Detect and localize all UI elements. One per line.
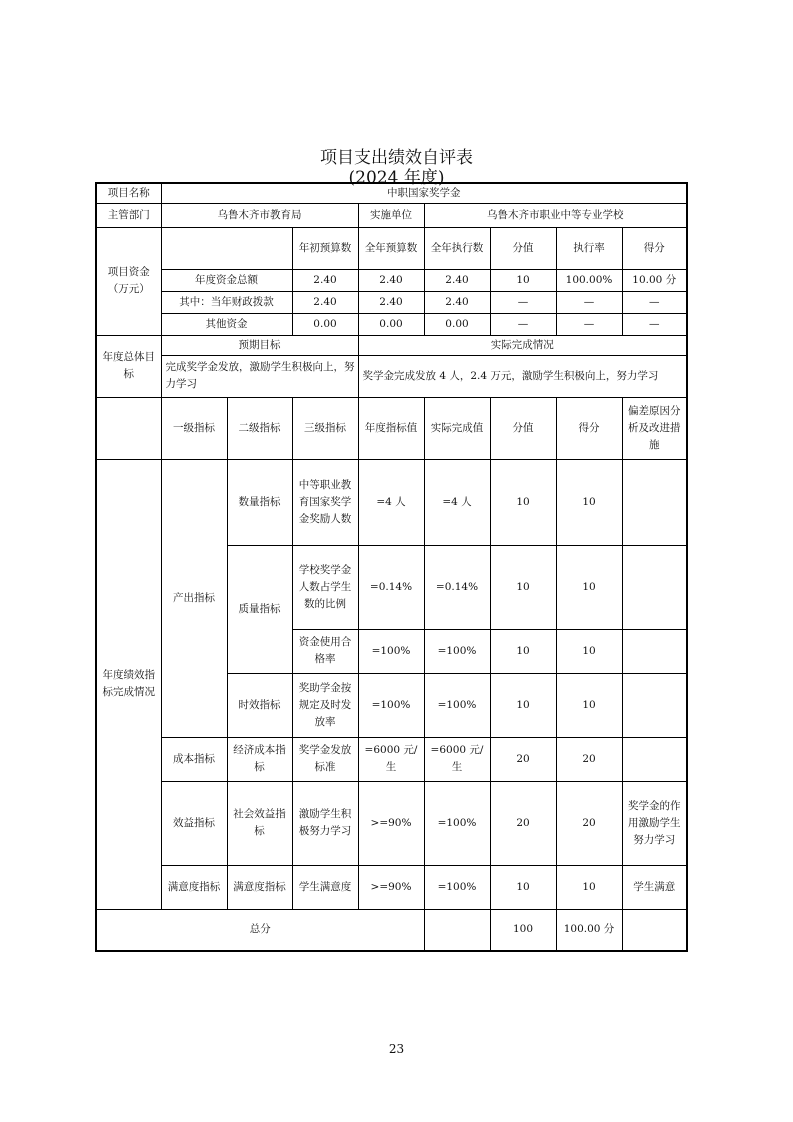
funds-cell: — <box>556 313 622 335</box>
indicator-header: 二级指标 <box>227 397 292 459</box>
project-row <box>96 183 687 203</box>
indicator-l2: 质量指标 <box>227 545 292 673</box>
funds-cell: 10.00 分 <box>622 269 687 291</box>
funds-row <box>96 313 687 335</box>
funds-row <box>96 269 687 291</box>
indicator-target: =100% <box>358 673 424 737</box>
indicator-target: =6000 元/生 <box>358 737 424 781</box>
indicator-header: 分值 <box>490 397 556 459</box>
total-score: 100.00 分 <box>556 909 622 951</box>
indicator-score: 10 <box>556 545 622 629</box>
project-label: 项目名称 <box>96 183 161 203</box>
indicator-note <box>622 629 687 673</box>
indicator-l2: 满意度指标 <box>227 865 292 909</box>
impl-value: 乌鲁木齐市职业中等专业学校 <box>424 203 687 227</box>
funds-header: 全年执行数 <box>424 227 490 269</box>
indicator-note <box>622 459 687 545</box>
indicator-score-value: 10 <box>490 673 556 737</box>
indicator-score-value: 20 <box>490 737 556 781</box>
funds-header: 分值 <box>490 227 556 269</box>
expected-goal-label: 预期目标 <box>161 335 358 355</box>
indicator-note: 学生满意 <box>622 865 687 909</box>
funds-cell: 100.00% <box>556 269 622 291</box>
indicator-score: 20 <box>556 781 622 865</box>
dept-label: 主管部门 <box>96 203 161 227</box>
indicator-header-blank <box>96 397 161 459</box>
funds-cell: 2.40 <box>424 269 490 291</box>
goal-row <box>96 355 687 397</box>
indicator-row <box>96 459 687 545</box>
indicator-l3: 激励学生积极努力学习 <box>292 781 358 865</box>
funds-cell: 2.40 <box>424 291 490 313</box>
indicator-actual: =100% <box>424 673 490 737</box>
indicator-l3: 奖助学金按规定及时发放率 <box>292 673 358 737</box>
funds-row-name: 年度资金总额 <box>161 269 292 291</box>
total-blank <box>424 909 490 951</box>
indicator-actual: =4 人 <box>424 459 490 545</box>
indicator-actual: =100% <box>424 629 490 673</box>
actual-goal: 奖学金完成发放 4 人，2.4 万元，激励学生积极向上，努力学习 <box>358 355 687 397</box>
indicator-l1: 产出指标 <box>161 459 227 737</box>
indicator-l1: 满意度指标 <box>161 865 227 909</box>
page-subtitle: (2024 年度) <box>348 168 445 188</box>
total-label: 总分 <box>96 909 424 951</box>
indicator-header-row <box>96 397 687 459</box>
indicator-actual: =0.14% <box>424 545 490 629</box>
indicator-score: 10 <box>556 673 622 737</box>
indicator-l3: 资金使用合格率 <box>292 629 358 673</box>
actual-goal-label: 实际完成情况 <box>358 335 687 355</box>
indicator-header: 偏差原因分析及改进措施 <box>622 397 687 459</box>
impl-label: 实施单位 <box>358 203 424 227</box>
funds-label: 项目资金（万元） <box>96 227 161 335</box>
expected-goal: 完成奖学金发放，激励学生积极向上，努力学习 <box>161 355 358 397</box>
indicator-score: 10 <box>556 629 622 673</box>
funds-cell: — <box>622 291 687 313</box>
indicator-score-value: 10 <box>490 545 556 629</box>
funds-header: 年初预算数 <box>292 227 358 269</box>
page-title: 项目支出绩效自评表 <box>320 148 473 168</box>
goal-label: 年度总体目标 <box>96 335 161 397</box>
indicator-l2: 数量指标 <box>227 459 292 545</box>
total-score-value: 100 <box>490 909 556 951</box>
indicator-score: 20 <box>556 737 622 781</box>
funds-cell: 2.40 <box>358 269 424 291</box>
indicator-score-value: 10 <box>490 865 556 909</box>
page-number: 23 <box>388 1042 405 1056</box>
indicator-l2: 经济成本指标 <box>227 737 292 781</box>
funds-row-name: 其中：当年财政拨款 <box>161 291 292 313</box>
indicator-l3: 学生满意度 <box>292 865 358 909</box>
performance-table <box>95 182 688 952</box>
indicator-score-value: 10 <box>490 459 556 545</box>
funds-cell: 2.40 <box>292 269 358 291</box>
indicator-note <box>622 673 687 737</box>
indicator-l3: 中等职业教育国家奖学金奖励人数 <box>292 459 358 545</box>
indicator-note <box>622 737 687 781</box>
funds-header: 得分 <box>622 227 687 269</box>
indicator-header: 实际完成值 <box>424 397 490 459</box>
funds-header: 执行率 <box>556 227 622 269</box>
funds-cell: 2.40 <box>292 291 358 313</box>
indicators-section-label: 年度绩效指标完成情况 <box>96 459 161 909</box>
indicator-note: 奖学金的作用激励学生努力学习 <box>622 781 687 865</box>
funds-cell: 2.40 <box>358 291 424 313</box>
indicator-target: >=90% <box>358 865 424 909</box>
dept-row <box>96 203 687 227</box>
indicator-actual: =100% <box>424 865 490 909</box>
funds-header-row <box>96 227 687 269</box>
funds-cell: — <box>490 313 556 335</box>
indicator-actual: =6000 元/生 <box>424 737 490 781</box>
indicator-score: 10 <box>556 459 622 545</box>
dept-value: 乌鲁木齐市教育局 <box>161 203 358 227</box>
indicator-l1: 效益指标 <box>161 781 227 865</box>
indicator-l2: 社会效益指标 <box>227 781 292 865</box>
indicator-row <box>96 865 687 909</box>
total-note <box>622 909 687 951</box>
funds-header: 全年预算数 <box>358 227 424 269</box>
funds-cell: 0.00 <box>424 313 490 335</box>
indicator-score: 10 <box>556 865 622 909</box>
funds-cell: 0.00 <box>358 313 424 335</box>
funds-row-name: 其他资金 <box>161 313 292 335</box>
indicator-row <box>96 781 687 865</box>
total-row <box>96 909 687 951</box>
funds-cell: 0.00 <box>292 313 358 335</box>
indicator-header: 年度指标值 <box>358 397 424 459</box>
project-value: 中职国家奖学金 <box>161 183 687 203</box>
funds-cell: — <box>622 313 687 335</box>
indicator-score-value: 20 <box>490 781 556 865</box>
indicator-target: =0.14% <box>358 545 424 629</box>
funds-row <box>96 291 687 313</box>
indicator-score-value: 10 <box>490 629 556 673</box>
indicator-l3: 奖学金发放标准 <box>292 737 358 781</box>
indicator-l2: 时效指标 <box>227 673 292 737</box>
funds-cell: 10 <box>490 269 556 291</box>
indicator-row <box>96 737 687 781</box>
goal-header-row <box>96 335 687 355</box>
indicator-header: 三级指标 <box>292 397 358 459</box>
indicator-target: >=90% <box>358 781 424 865</box>
indicator-note <box>622 545 687 629</box>
indicator-header: 一级指标 <box>161 397 227 459</box>
indicator-l1: 成本指标 <box>161 737 227 781</box>
indicator-header: 得分 <box>556 397 622 459</box>
indicator-l3: 学校奖学金人数占学生数的比例 <box>292 545 358 629</box>
funds-cell: — <box>556 291 622 313</box>
funds-cell: — <box>490 291 556 313</box>
indicator-actual: =100% <box>424 781 490 865</box>
funds-header-blank <box>161 227 292 269</box>
indicator-target: =4 人 <box>358 459 424 545</box>
indicator-target: =100% <box>358 629 424 673</box>
